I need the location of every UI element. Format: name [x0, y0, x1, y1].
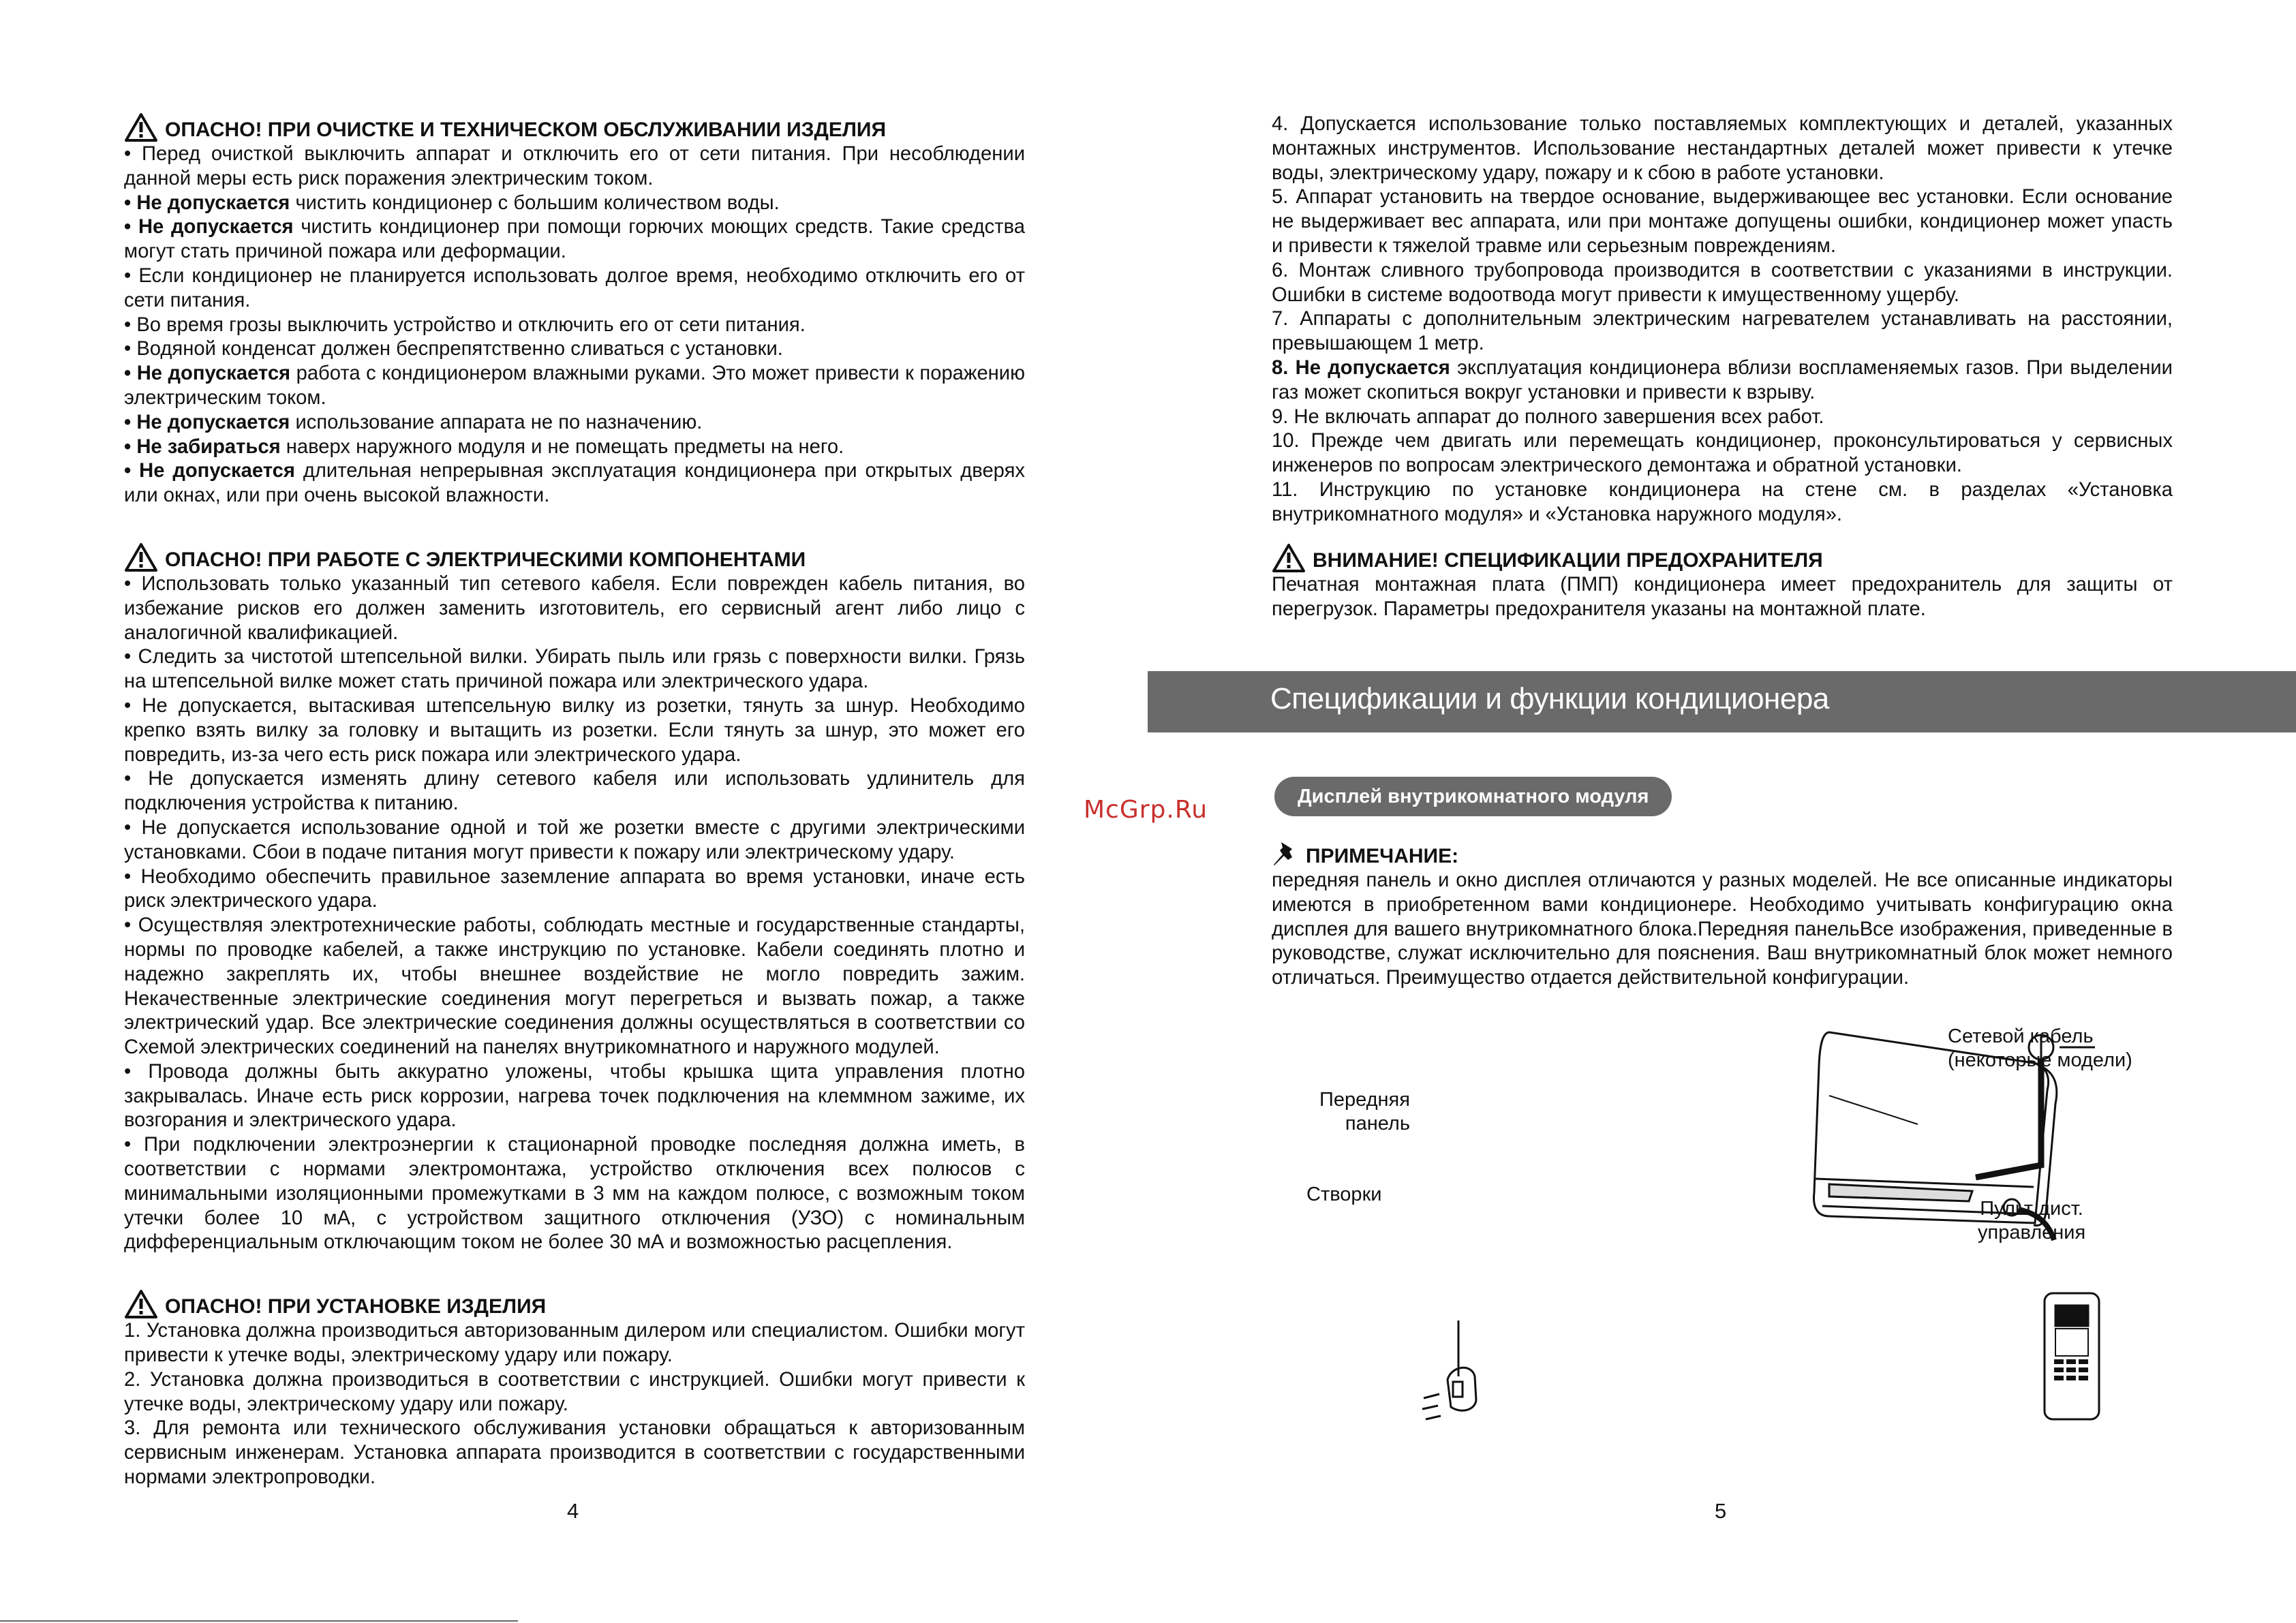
list-item: • Не допускается работа с кондиционером влажными руками. Это может привести к поражению электрическим током.	[124, 362, 1025, 409]
fuse-heading: ВНИМАНИЕ! СПЕЦИФИКАЦИИ ПРЕДОХРАНИТЕЛЯ	[1272, 543, 2173, 573]
list-item: 1. Установка должна производиться авторизованным дилером или специалистом. Ошибки могут привести к утечке воды, электрическому удару или пожару.	[124, 1320, 1025, 1367]
section-heading: ОПАСНО! ПРИ ОЧИСТКЕ И ТЕХНИЧЕСКОМ ОБСЛУЖИВАНИИ ИЗДЕЛИЯ	[124, 112, 1025, 142]
list-item: 8. Не допускается эксплуатация кондиционера вблизи воспламеняемых газов. При выделении газ может скопиться вокруг установки и привести к взрыву.	[1272, 356, 2173, 403]
watermark: McGrp.Ru	[1084, 796, 1208, 824]
note-text: передняя панель и окно дисплея отличаются у разных моделей. Не все описанные индикаторы имеются в приобретенном вами кондиционере. Необходимо учитывать конфигурацию окна дисплея для вашего внутрикомнатного блока.Передняя панельВсе изображения, приведенные в руководстве, служат исключительно для пояснения. Ваш внутрикомнатный блок может немного отличаться. Преимущество отдается действительной конфигурации.	[1272, 869, 2173, 989]
fuse-section	[1272, 543, 2173, 622]
page-number-right: 5	[1715, 1499, 1727, 1523]
section-banner	[1148, 671, 2296, 732]
list-item: • Осуществляя электротехнические работы, соблюдать местные и государственные стандарты, нормы по проводке кабелей, а также инструкцию по установке. Кабели соединять плотно и надежно закреплять их, чтобы внешнее воздействие не могло повредить зажим. Некачественные электрические соединения могут перегреться и вызвать пожар, а также электрический удар. Все электрические соединения должны осуществляться в соответствии со Схемой электрических соединений на панелях внутрикомнатного и наружного модулей.	[124, 914, 1025, 1059]
list-item: 6. Монтаж сливного трубопровода производится в соответствии с указаниями в инструкции. Ошибки в системе водоотвода могут привести к имущественному ущербу.	[1272, 259, 2173, 306]
list-item: • Необходимо обеспечить правильное заземление аппарата во время установки, иначе есть риск электрического удара.	[124, 865, 1025, 912]
right-text-column	[1272, 112, 2173, 527]
list-item: • Перед очисткой выключить аппарат и отключить его от сети питания. При несоблюдении данной меры есть риск поражения электрическим током.	[124, 143, 1025, 189]
subsection-pill: Дисплей внутрикомнатного модуля	[1274, 777, 1672, 816]
list-item: • Использовать только указанный тип сетевого кабеля. Если поврежден кабель питания, во избежание рисков его должен заменить изготовитель, его сервисный агент либо лицо с аналогичной квалификацией.	[124, 572, 1025, 644]
label-front-panel: Передняя панель	[1319, 1089, 1410, 1134]
list-item: • Не допускается чистить кондиционер с большим количеством воды.	[124, 191, 780, 214]
section-heading: ОПАСНО! ПРИ РАБОТЕ С ЭЛЕКТРИЧЕСКИМИ КОМПОНЕНТАМИ	[124, 542, 1025, 572]
list-item: 9. Не включать аппарат до полного завершения всех работ.	[1272, 405, 1824, 428]
section-gap	[124, 1255, 1025, 1280]
bottom-rule	[0, 1620, 518, 1622]
list-item: 5. Аппарат установить на твердое основание, выдерживающее вес установки. Если основание не выдерживает вес аппарата, или при монтаже допущены ошибки, кондиционер может упасть и привести к тяжелой травме или серьезным повреждениям.	[1272, 186, 2173, 257]
warning-icon	[1272, 543, 1306, 573]
list-item: • Провода должны быть аккуратно уложены, чтобы крышка щита управления плотно закрывалась. Иначе есть риск коррозии, нагрева точек подключения на клеммном зажиме, их возгорания и электрического удара.	[124, 1060, 1025, 1132]
label-remote: Пульт дист. управления	[1978, 1198, 2086, 1243]
list-item: • Водяной конденсат должен беспрепятственно сливаться с установки.	[124, 338, 783, 360]
list-item: • Не допускается чистить кондиционер при помощи горючих моющих средств. Такие средства могут стать причиной пожара или деформации.	[124, 216, 1025, 263]
banner-title: Спецификации и функции кондиционера	[1270, 682, 1829, 715]
list-item: 7. Аппараты с дополнительным электрическим нагревателем устанавливать на расстоянии, превышающем 1 метр.	[1272, 308, 2173, 355]
list-item: • Не допускается, вытаскивая штепсельную вилку из розетки, тянуть за шнур. Необходимо крепко взять вилку за головку и вытащить из розетки. Если тянуть за шнур, это может его повредить, из-за чего есть риск пожара или электрического удара.	[124, 694, 1025, 766]
list-item: • При подключении электроэнергии к стационарной проводке последняя должна иметь, в соответствии с нормами электромонтажа, устройство отключения всех полюсов с минимальными изоляционными промежутками в 3 мм на каждом полюсе, с возможным током утечки более 10 мА, с устройством защитного отключения (УЗО) с номинальным дифференциальным отключающим током не более 30 мА и возможностью расцепления.	[124, 1134, 1025, 1254]
mounting-bracket	[1422, 1320, 1476, 1419]
right-page	[1148, 0, 2296, 1623]
warning-icon	[124, 542, 158, 572]
list-item: • Не допускается использование одной и той же розетки вместе с другими электрическими установками. Сбои в подаче питания могут привести к пожару или электрическому удару.	[124, 816, 1025, 863]
list-item: • Если кондиционер не планируется использовать долгое время, необходимо отключить его от сети питания.	[124, 264, 1025, 311]
list-item: • Не допускается длительная непрерывная эксплуатация кондиционера при открытых дверях или окнах, или при очень высокой влажности.	[124, 460, 1025, 507]
indoor-unit-illustration	[1148, 1008, 2296, 1451]
warning-icon	[124, 1289, 158, 1319]
warning-icon	[124, 112, 158, 142]
list-item: 2. Установка должна производиться в соответствии с инструкцией. Ошибки могут привести к утечке воды, электрическому удару или пожару.	[124, 1368, 1025, 1415]
left-text-column	[124, 112, 1025, 1490]
list-item: • Не допускается изменять длину сетевого кабеля или использовать удлинитель для подключения устройства к питанию.	[124, 768, 1025, 815]
label-louvers: Створки	[1306, 1184, 1382, 1205]
indoor-unit-diagram	[1148, 1008, 2296, 1451]
list-item: 4. Допускается использование только поставляемых комплектующих и деталей, указанных монтажных инструментов. Использование нестандартных деталей может привести к утечке воды, электрическому удару, пожару и к сбою в работе установки.	[1272, 113, 2173, 184]
note-title: ПРИМЕЧАНИЕ:	[1272, 839, 1458, 868]
list-item: • Во время грозы выключить устройство и отключить его от сети питания.	[124, 313, 806, 336]
list-item: • Не забираться наверх наружного модуля и не помещать предметы на него.	[124, 435, 844, 458]
label-power-cable: Сетевой кабель (некоторые модели)	[1948, 1025, 2132, 1071]
page-number-left: 4	[567, 1499, 579, 1523]
list-item: 10. Прежде чем двигать или перемещать кондиционер, проконсультироваться у сервисных инженеров по вопросам электрического демонтажа и обратной установки.	[1272, 430, 2173, 477]
list-item: 11. Инструкцию по установке кондиционера на стене см. в разделах «Установка внутрикомнатного модуля» и «Установка наружного модуля».	[1272, 478, 2173, 525]
pushpin-icon	[1272, 839, 1300, 868]
section-heading: ОПАСНО! ПРИ УСТАНОВКЕ ИЗДЕЛИЯ	[124, 1289, 1025, 1319]
list-item: 3. Для ремонта или технического обслуживания установки обращаться к авторизованным сервисным инженерам. Установка аппарата производится в соответствии с государственными нормами электропроводки.	[124, 1417, 1025, 1489]
list-item: • Следить за чистотой штепсельной вилки. Убирать пыль или грязь с поверхности вилки. Грязь на штепсельной вилке может стать причиной пожара или электрического удара.	[124, 646, 1025, 693]
fuse-text: Печатная монтажная плата (ПМП) кондиционера имеет предохранитель для защиты от перегрузок. Параметры предохранителя указаны на монтажной плате.	[1272, 574, 2173, 620]
remote-control	[2045, 1293, 2099, 1419]
section-gap	[124, 508, 1025, 533]
list-item: • Не допускается использование аппарата не по назначению.	[124, 411, 703, 433]
